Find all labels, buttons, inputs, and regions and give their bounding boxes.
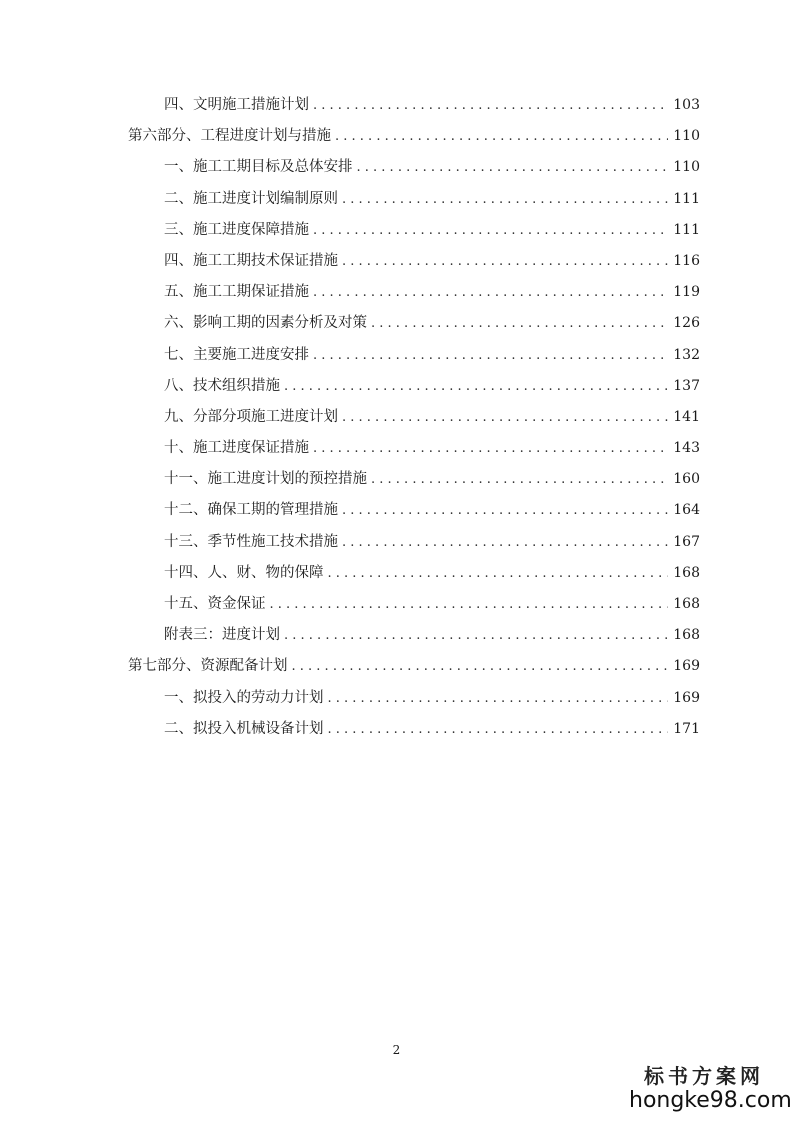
toc-dot-leader [335, 126, 668, 148]
toc-entry-title: 六、影响工期的因素分析及对策 [164, 315, 367, 332]
toc-entry-page: 132 [673, 346, 700, 363]
toc-dot-leader [371, 469, 668, 491]
toc-entry-page: 164 [673, 502, 700, 519]
toc-entry-title: 九、分部分项施工进度计划 [164, 408, 338, 425]
toc-entry-page: 143 [673, 440, 700, 457]
toc-entry[interactable] [128, 344, 700, 375]
toc-entry-page: 168 [673, 596, 700, 612]
toc-entry-page: 160 [673, 471, 700, 488]
toc-dot-leader [328, 563, 669, 585]
toc-entry-page: 116 [673, 252, 700, 269]
toc-entry-title: 十二、确保工期的管理措施 [164, 502, 338, 519]
toc-entry-title: 第六部分、工程进度计划与措施 [128, 128, 331, 145]
toc-entry[interactable] [128, 562, 700, 593]
toc-dot-leader [342, 532, 668, 554]
toc-entry-page: 103 [673, 97, 700, 113]
toc-entry-page: 110 [673, 128, 700, 145]
toc-entry[interactable] [128, 406, 700, 437]
toc-dot-leader [292, 656, 669, 678]
toc-entry[interactable] [128, 281, 700, 312]
toc-entry-page: 110 [673, 159, 700, 176]
toc-entry-title: 三、施工进度保障措施 [164, 221, 309, 238]
toc-dot-leader [328, 719, 669, 741]
toc-entry-title: 附表三：进度计划 [164, 627, 280, 644]
toc-entry-page: 137 [673, 377, 700, 394]
toc-entry-title: 十一、施工进度计划的预控措施 [164, 471, 367, 488]
toc-entry[interactable] [128, 250, 700, 281]
toc-dot-leader [342, 251, 668, 273]
toc-dot-leader [342, 189, 668, 211]
toc-entry-title: 四、施工工期技术保证措施 [164, 252, 338, 269]
toc-entry[interactable] [128, 375, 700, 406]
toc-dot-leader [342, 500, 668, 522]
toc-dot-leader [328, 688, 669, 710]
toc-dot-leader [284, 625, 668, 647]
toc-entry[interactable] [128, 156, 700, 187]
toc-dot-leader [313, 220, 668, 242]
toc-entry-page: 171 [673, 720, 700, 737]
toc-dot-leader [342, 407, 668, 429]
toc-entry[interactable] [128, 593, 700, 624]
toc-dot-leader [313, 282, 668, 304]
toc-entry[interactable] [128, 624, 700, 655]
toc-entry[interactable] [128, 94, 700, 125]
toc-entry-title: 四、文明施工措施计划 [164, 97, 309, 113]
toc-entry-title: 二、拟投入机械设备计划 [164, 720, 324, 737]
toc-entry-page: 141 [673, 408, 700, 425]
toc-entry-title: 十、施工进度保证措施 [164, 440, 309, 457]
page-number: 2 [392, 1043, 401, 1057]
toc-entry-page: 169 [673, 689, 700, 706]
toc-entry-title: 七、主要施工进度安排 [164, 346, 309, 363]
table-of-contents [128, 94, 700, 749]
toc-entry-title: 八、技术组织措施 [164, 377, 280, 394]
toc-entry-title: 十三、季节性施工技术措施 [164, 533, 338, 550]
toc-entry-title: 五、施工工期保证措施 [164, 284, 309, 301]
toc-dot-leader [270, 594, 669, 616]
toc-entry-page: 168 [673, 627, 700, 644]
toc-entry[interactable] [128, 531, 700, 562]
toc-entry[interactable] [128, 499, 700, 530]
toc-entry[interactable] [128, 312, 700, 343]
toc-dot-leader [313, 345, 668, 367]
watermark-url: hongke98.com [629, 1088, 792, 1113]
toc-entry-title: 一、施工工期目标及总体安排 [164, 159, 353, 176]
toc-entry[interactable] [128, 718, 700, 749]
toc-dot-leader [284, 376, 668, 398]
toc-dot-leader [313, 95, 668, 117]
toc-entry[interactable] [128, 219, 700, 250]
watermark-logo [629, 1064, 792, 1114]
toc-entry[interactable] [128, 125, 700, 156]
toc-entry[interactable] [128, 655, 700, 686]
toc-entry-page: 168 [673, 564, 700, 581]
watermark-site-name: 标书方案网 [644, 1064, 764, 1088]
toc-entry-title: 十四、人、财、物的保障 [164, 564, 324, 581]
toc-entry-page: 111 [673, 190, 700, 207]
toc-dot-leader [313, 438, 668, 460]
toc-entry-title: 第七部分、资源配备计划 [128, 658, 288, 675]
toc-entry-title: 二、施工进度计划编制原则 [164, 190, 338, 207]
toc-entry-title: 一、拟投入的劳动力计划 [164, 689, 324, 706]
toc-dot-leader [357, 157, 669, 179]
toc-entry-page: 119 [673, 284, 700, 301]
toc-entry[interactable] [128, 687, 700, 718]
toc-dot-leader [371, 313, 668, 335]
toc-entry-page: 111 [673, 221, 700, 238]
toc-entry-page: 126 [673, 315, 700, 332]
toc-entry-page: 169 [673, 658, 700, 675]
toc-entry[interactable] [128, 437, 700, 468]
toc-entry-page: 167 [673, 533, 700, 550]
toc-entry[interactable] [128, 188, 700, 219]
toc-entry-title: 十五、资金保证 [164, 596, 266, 612]
toc-entry[interactable] [128, 468, 700, 499]
